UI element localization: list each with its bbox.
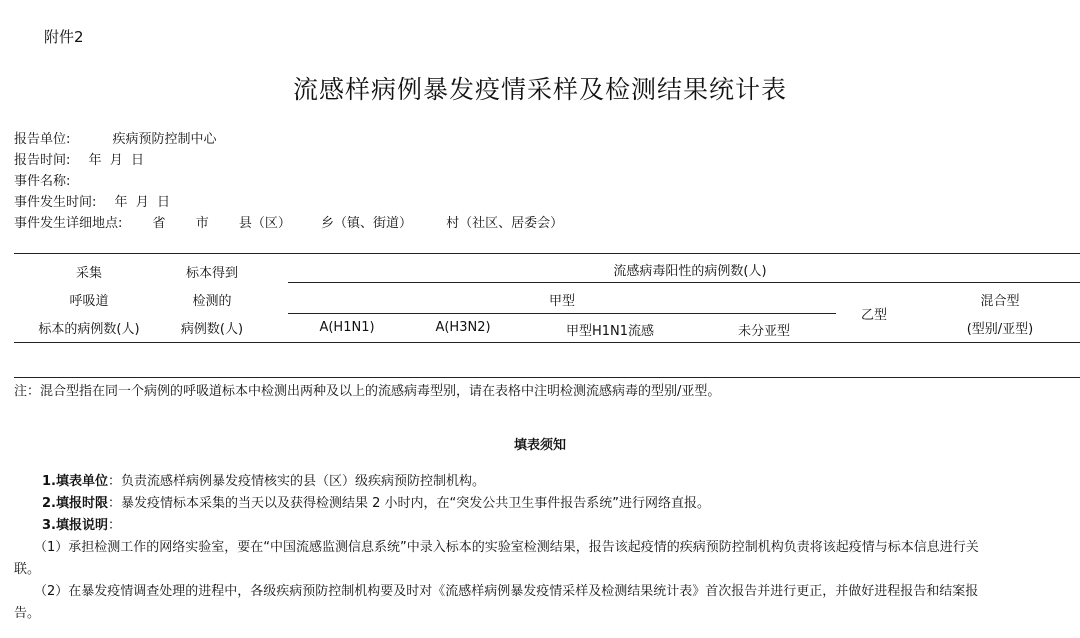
place-city: 市 [195, 216, 209, 231]
instruction-item-1-text: ：负责流感样病例暴发疫情核实的县（区）级疾病预防控制机构。 [107, 474, 485, 489]
col-tested-line2: 检测的 [192, 294, 232, 309]
page-title: 流感样病例暴发疫情采样及检测结果统计表 [292, 75, 787, 104]
instruction-item-3-text: ： [107, 518, 121, 533]
instruction-sub-2-line2: 告。 [14, 606, 41, 621]
mixed-header-line2: (型别/亚型) [966, 322, 1034, 337]
place-township: 乡（镇、街道） [321, 216, 413, 231]
mixed-header-line1: 混合型 [980, 294, 1020, 309]
col-collected-line1: 采集 [75, 266, 102, 281]
instruction-item-1-label: 1.填表单位 [42, 474, 108, 489]
instruction-item-3 [42, 514, 121, 533]
event-place-row [14, 212, 563, 231]
report-time-row [14, 149, 144, 168]
event-name-label: 事件名称: [14, 174, 71, 189]
instruction-sub-1-line2: 联。 [14, 562, 41, 577]
event-name-row [14, 170, 70, 189]
col-tested-line3: 病例数(人) [180, 322, 244, 337]
attachment-label: 附件2 [44, 28, 84, 46]
event-time-value: 年 月 日 [114, 195, 171, 210]
table-note: 注：混合型指在同一个病例的呼吸道标本中检测出两种及以上的流感病毒型别，请在表格中注明检测流感病毒的型别/亚型。 [14, 384, 721, 399]
col-collected-line2: 呼吸道 [69, 294, 109, 309]
instructions-title: 填表须知 [513, 438, 566, 453]
subtype-pandemic-h1n1: 甲型H1N1流感 [565, 324, 655, 339]
report-time-label: 报告时间: [14, 153, 71, 168]
report-time-value: 年 月 日 [88, 153, 145, 168]
instruction-item-3-label: 3.填报说明 [42, 518, 108, 533]
positive-header: 流感病毒阳性的病例数(人) [613, 264, 767, 279]
table-typea-divider [288, 313, 836, 314]
subtype-h3n2: A(H3N2) [435, 320, 491, 335]
table-positive-divider [288, 282, 1080, 283]
instruction-item-2 [42, 492, 710, 511]
event-place-label: 事件发生详细地点: [14, 216, 123, 231]
report-unit-row [14, 128, 217, 147]
instruction-item-2-label: 2.填报时限 [42, 496, 108, 511]
place-county: 县（区） [238, 216, 291, 231]
type-a-header: 甲型 [548, 294, 575, 309]
place-village: 村（社区、居委会） [446, 216, 564, 231]
place-province: 省 [152, 216, 166, 231]
table-bottom-border [14, 377, 1080, 378]
event-time-row [14, 191, 170, 210]
col-tested-line1: 标本得到 [185, 266, 238, 281]
report-unit-value: 疾病预防控制中心 [112, 132, 217, 147]
instruction-item-1 [42, 470, 485, 489]
instruction-item-2-text: ：暴发疫情标本采集的当天以及获得检测结果 2 小时内，在“突发公共卫生事件报告系统”进行网络直报。 [107, 496, 710, 511]
report-unit-label: 报告单位: [14, 132, 71, 147]
instruction-sub-1-line1: （1）承担检测工作的网络实验室，要在“中国流感监测信息系统”中录入标本的实验室检测结果，报告该起疫情的疾病预防控制机构负责将该起疫情与标本信息进行关 [34, 540, 979, 555]
type-b-header: 乙型 [860, 308, 887, 323]
table-top-border [14, 253, 1080, 254]
table-header-bottom-border [14, 342, 1080, 343]
instruction-sub-2-line1: （2）在暴发疫情调查处理的进程中，各级疾病预防控制机构要及时对《流感样病例暴发疫情采样及检测结果统计表》首次报告并进行更正，并做好进程报告和结案报 [34, 584, 979, 599]
event-time-label: 事件发生时间: [14, 195, 97, 210]
col-collected-line3: 标本的病例数(人) [38, 322, 140, 337]
subtype-h1n1: A(H1N1) [319, 320, 375, 335]
subtype-unsubtyped: 未分亚型 [737, 324, 790, 339]
